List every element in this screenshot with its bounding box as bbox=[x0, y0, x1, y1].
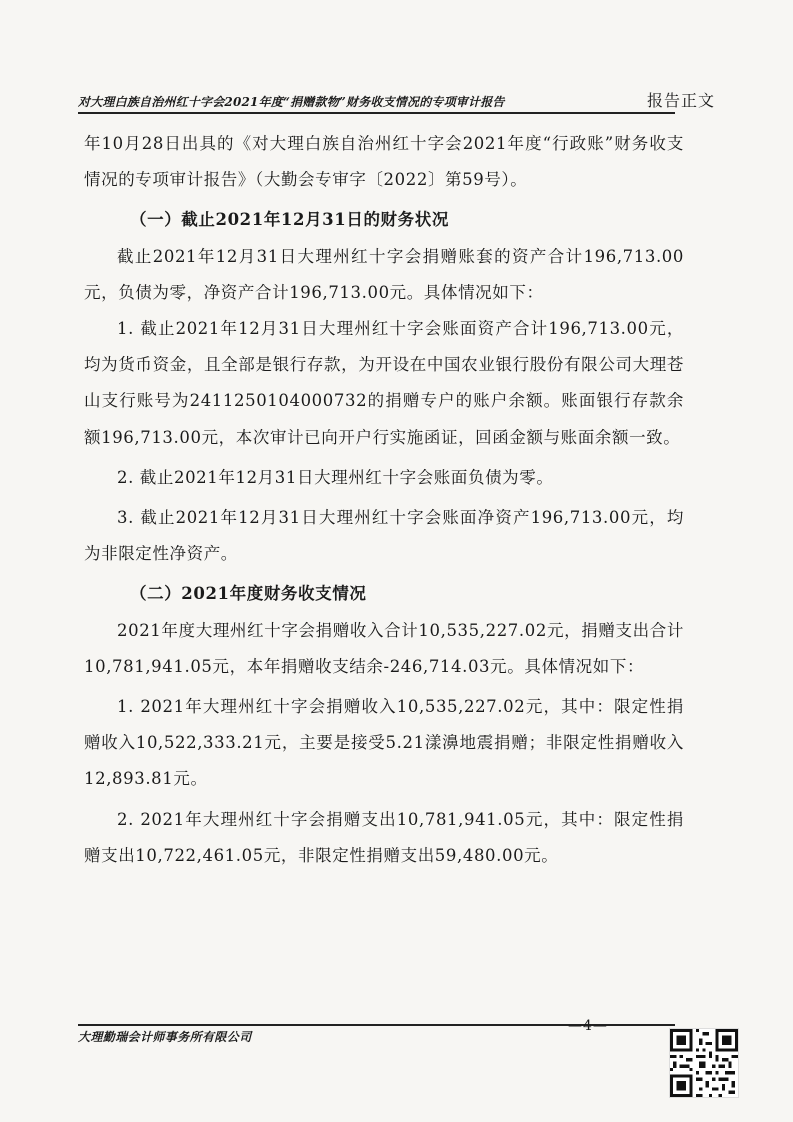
paragraph-net-assets: 3. 截止2021年12月31日大理州红十字会账面净资产196,713.00元，均为非限定性净资产。 bbox=[84, 508, 684, 564]
page-footer bbox=[78, 1018, 675, 1046]
section-heading-income-expense: （二）2021年度财务收支情况 bbox=[130, 584, 367, 604]
header-title: 对大理白族自治州红十字会2021年度“捐赠款物”财务收支情况的专项审计报告 bbox=[78, 95, 505, 109]
header-label: 报告正文 bbox=[646, 91, 715, 110]
page-number: —4— bbox=[568, 1018, 608, 1034]
paragraph-summary-income-expense: 2021年度大理州红十字会捐赠收入合计10,535,227.02元，捐赠支出合计10,781,941.05元，本年捐赠收支结余-246,714.03元。具体情况如下： bbox=[84, 620, 684, 676]
paragraph-summary-status: 截止2021年12月31日大理州红十字会捐赠账套的资产合计196,713.00元，负债为零，净资产合计196,713.00元。具体情况如下： bbox=[84, 246, 684, 302]
paragraph-assets: 1. 截止2021年12月31日大理州红十字会账面资产合计196,713.00元，均为货币资金，且全部是银行存款，为开设在中国农业银行股份有限公司大理苍山支行账号为2411250104000732的捐赠专户的账户余额。账面银行存款余额196,713.00元，本次审计已向开户行实施函证，回函金额与账面余额一致。 bbox=[84, 319, 684, 447]
paragraph-income: 1. 2021年大理州红十字会捐赠收入10,535,227.02元，其中：限定性捐赠收入10,522,333.21元，主要是接受5.21漾濞地震捐赠；非限定性捐赠收入12,893.81元。 bbox=[84, 697, 684, 789]
paragraph-expense: 2. 2021年大理州红十字会捐赠支出10,781,941.05元，其中：限定性捐赠支出10,722,461.05元，非限定性捐赠支出59,480.00元。 bbox=[84, 809, 684, 865]
document-body bbox=[84, 126, 684, 874]
paragraph-liabilities: 2. 截止2021年12月31日大理州红十字会账面负债为零。 bbox=[117, 467, 554, 487]
page-header bbox=[78, 91, 715, 114]
qr-code-icon bbox=[669, 1028, 739, 1098]
footer-firm-name: 大理勤瑞会计师事务所有限公司 bbox=[78, 1030, 252, 1044]
section-heading-financial-status: （一）截止2021年12月31日的财务状况 bbox=[130, 210, 449, 230]
paragraph-continuation: 年10月28日出具的《对大理白族自治州红十字会2021年度“行政账”财务收支情况的专项审计报告》（大勤会专审字〔2022〕第59号）。 bbox=[84, 134, 684, 190]
